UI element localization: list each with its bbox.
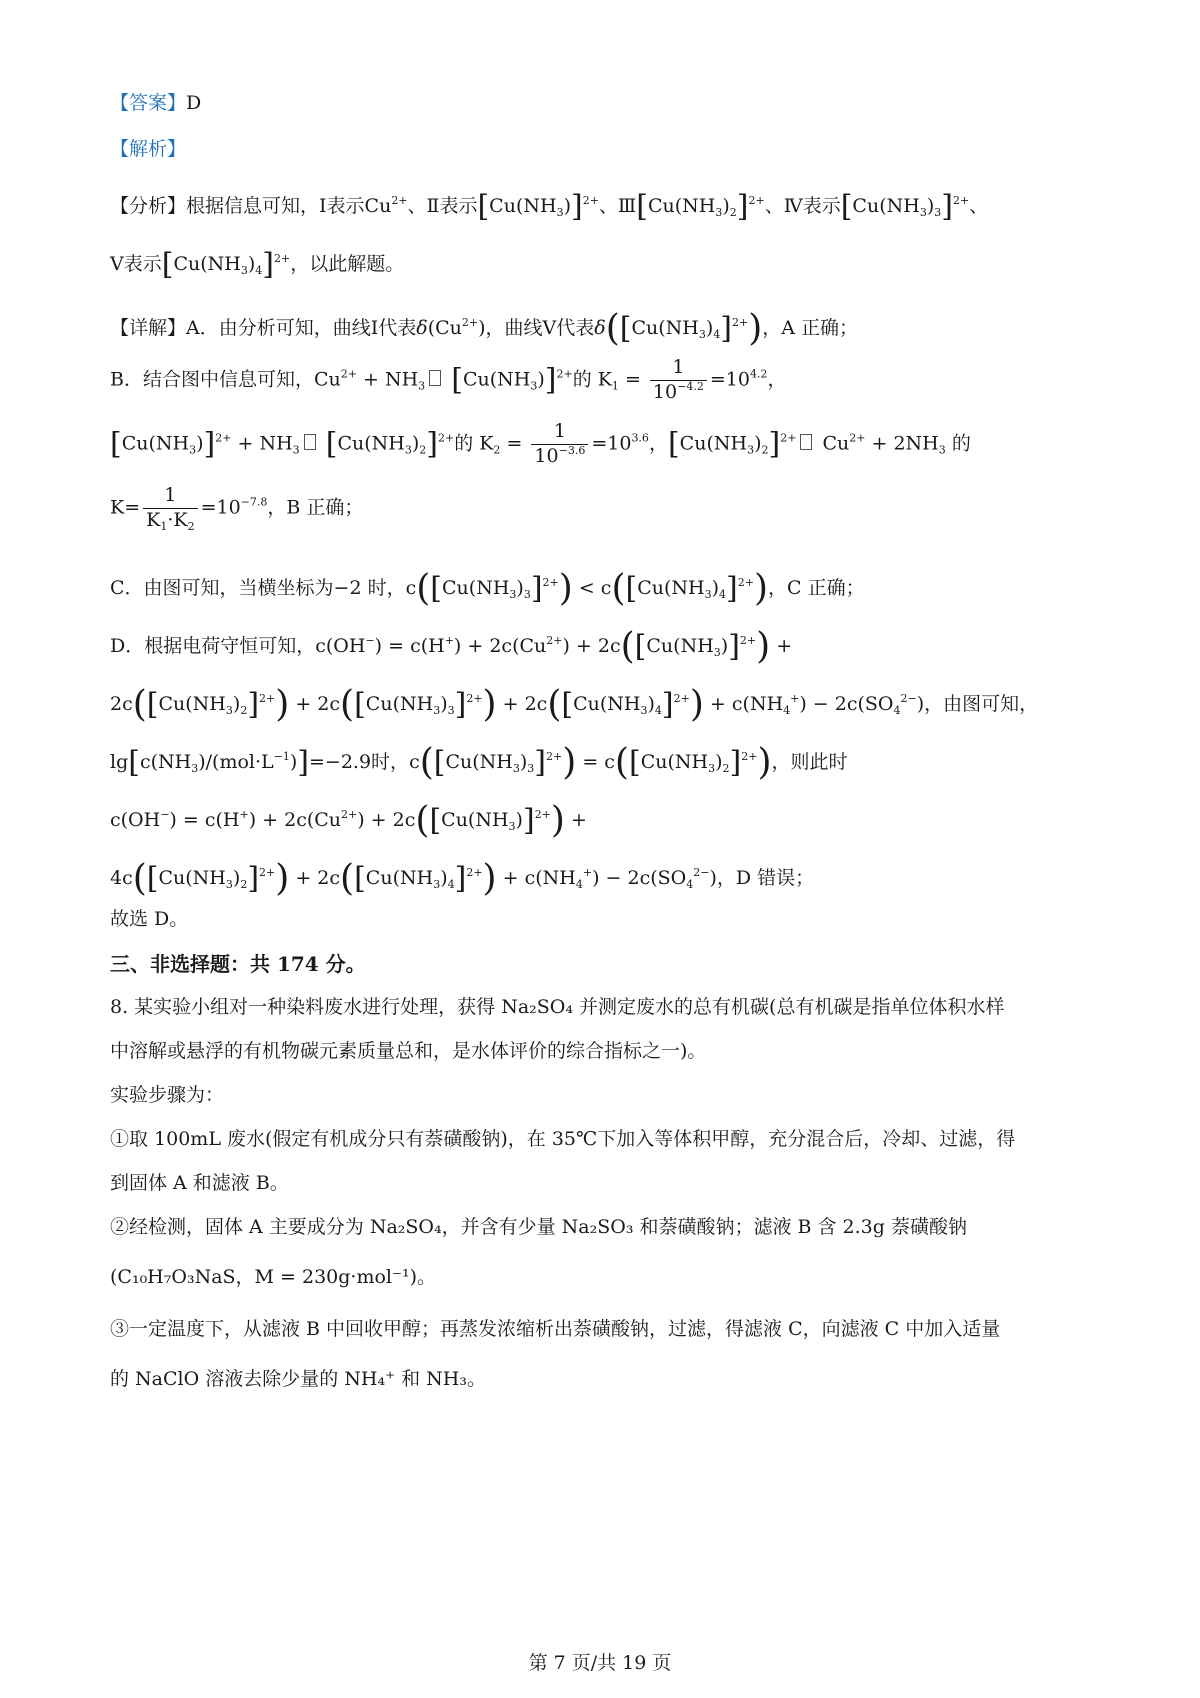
- fenxi-text: 、: [969, 195, 989, 217]
- c-text: C．由图可知，当横坐标为−2 时，: [110, 577, 406, 599]
- q8-line-8: ③一定温度下，从滤液 B 中回收甲醇；再蒸发浓缩析出萘磺酸钠，过滤，得滤液 C，向滤液 C 中加入适量: [110, 1318, 1001, 1340]
- b-text: =10: [200, 496, 241, 519]
- fenxi-tag: 【分析】: [110, 195, 187, 217]
- fenxi-text: 、Ⅳ表示: [764, 195, 841, 217]
- xiangjie-text: ，A 正确；: [762, 317, 859, 339]
- b-line-1: B．结合图中信息可知，$Cu^{2+} + NH_3$ $[Cu(NH_3)]^{2+}$的 $K_1$ = $\frac{1}{10^{-4.2}}$ $=10^{4.2}$，: [110, 356, 787, 403]
- c-text: ，C 正确；: [768, 577, 865, 599]
- q8-line-9: 的 NaClO 溶液去除少量的 NH₄⁺ 和 NH₃。: [110, 1368, 486, 1390]
- b-exp: 3.6: [631, 431, 649, 445]
- answer-value: D: [186, 92, 202, 114]
- d-line-5: $4c([Cu(NH_3)_2]^{2+}) + 2c([Cu(NH_3)_4]^{2+}) + c(NH_4^+) - 2c(SO_4^{2-})$，D 错误；: [110, 858, 815, 899]
- c-line: C．由图可知，当横坐标为−2 时，$c([Cu(NH_3)_3]^{2+}) < c([Cu(NH_3)_4]^{2+})$，C 正确；: [110, 568, 865, 609]
- fenxi-text: 根据信息可知，Ⅰ表示: [186, 195, 365, 217]
- fenxi-text: 、Ⅱ表示: [407, 195, 478, 217]
- b-text: =10: [591, 432, 632, 455]
- analysis-tag-line: [110, 138, 1100, 162]
- equilibrium-arrow-icon: [429, 370, 441, 386]
- b-text: =10: [709, 368, 750, 391]
- b-line-2: $[Cu(NH_3)]^{2+} + NH_3$ $[Cu(NH_3)_2]^{2+}$的 $K_2$ = $\frac{1}{10^{-3.6}}$ $=10^{3.6}$，$[Cu(NH_3)_2]^{2+}$ $Cu^{2+} + 2NH_3$ 的: [110, 420, 971, 467]
- fenxi-line-1: 【分析】根据信息可知，Ⅰ表示$Cu^{2+}$、Ⅱ表示$[Cu(NH_3)]^{2+}$、$Ⅲ[Cu(NH_3)_2]^{2+}$、Ⅳ表示$[Cu(NH_3)_3]^{2+}$、: [110, 189, 989, 224]
- b-text: 的 K: [454, 432, 494, 455]
- xiangjie-text: ，曲线Ⅴ代表: [485, 317, 595, 339]
- b-text: 的 K: [572, 368, 612, 391]
- equilibrium-arrow-icon: [800, 434, 812, 450]
- conclusion-text: 故选 D。: [110, 908, 189, 930]
- q8-line-4: ①取 100mL 废水(假定有机成分只有萘磺酸钠)，在 35℃下加入等体积甲醇，充分混合后，冷却、过滤，得: [110, 1128, 1016, 1150]
- d-text: D．根据电荷守恒可知，: [110, 635, 316, 657]
- b-text: 的: [951, 432, 971, 455]
- equilibrium-arrow-icon: [304, 434, 316, 450]
- q8-line-3: 实验步骤为：: [110, 1084, 225, 1106]
- answer-line: [110, 92, 1100, 116]
- fraction-k2: $\frac{1}{10^{-3.6}}$: [531, 420, 588, 469]
- d-line-1: D．根据电荷守恒可知，$c(OH^-) = c(H^+) + 2c(Cu^{2+}) + 2c([Cu(NH_3)]^{2+})$ +: [110, 626, 793, 667]
- fraction-k1: $\frac{1}{10^{-4.2}}$: [650, 356, 707, 405]
- fraction-k: $\frac{1}{K_1\cdot K_2}$: [143, 484, 197, 533]
- d-text: ，由图可知，: [924, 693, 1039, 715]
- d-line-2: $2c([Cu(NH_3)_2]^{2+}) + 2c([Cu(NH_3)_3]^{2+}) + 2c([Cu(NH_3)_4]^{2+}) + c(NH_4^+) - 2c(SO_4^{2-})$，由图可知，: [110, 684, 1039, 725]
- fenxi-text: ，以此解题。: [290, 253, 405, 275]
- d-line-3: $\lg[c(NH_3)/(mol\cdot L^{-1})]=-2.9$时，$c([Cu(NH_3)_3]^{2+}) = c([Cu(NH_3)_2]^{2+})$，则此时: [110, 742, 848, 783]
- q8-line-5: 到固体 A 和滤液 B。: [110, 1172, 289, 1194]
- section-title: 三、非选择题：共 174 分。: [110, 952, 366, 976]
- fenxi-line-2: Ⅴ表示$[Cu(NH_3)_4]^{2+}$，以此解题。: [110, 247, 405, 282]
- b-exp: −7.8: [240, 495, 268, 509]
- xiangjie-tag: 【详解】: [110, 317, 187, 339]
- fenxi-text: Ⅴ表示: [110, 253, 162, 275]
- b-exp: 4.2: [749, 367, 768, 381]
- q8-line-1: 8. 某实验小组对一种染料废水进行处理，获得 Na₂SO₄ 并测定废水的总有机碳(总有机碳是指单位体积水样: [110, 996, 1005, 1018]
- page-footer: 第 7 页/共 19 页: [528, 1652, 672, 1674]
- q8-line-7: (C₁₀H₇O₃NaS，M = 230g·mol⁻¹)。: [110, 1266, 437, 1288]
- xiangjie-a-line: 【详解】A．由分析可知，曲线Ⅰ代表$\delta(Cu^{2+})$，曲线Ⅴ代表$\delta([Cu(NH_3)_4]^{2+})$，A 正确；: [110, 308, 859, 349]
- q8-line-6: ②经检测，固体 A 主要成分为 Na₂SO₄，并含有少量 Na₂SO₃ 和萘磺酸钠；滤液 B 含 2.3g 萘磺酸钠: [110, 1216, 967, 1238]
- answer-tag: 【答案】: [110, 92, 187, 114]
- fenxi-text: 、Ⅲ: [598, 195, 637, 217]
- b-text: K=: [110, 496, 141, 519]
- d-text: ，D 错误；: [716, 867, 815, 889]
- conclusion-line: [110, 908, 1100, 932]
- analysis-tag: 【解析】: [110, 138, 187, 160]
- d-text: ，则此时: [771, 751, 848, 773]
- xiangjie-text: A．由分析可知，曲线Ⅰ代表: [186, 317, 417, 339]
- d-text: =−2.9时，: [309, 751, 410, 773]
- d-line-4: $c(OH^-) = c(H^+) + 2c(Cu^{2+}) + 2c([Cu(NH_3)]^{2+})$ +: [110, 800, 587, 841]
- b-text: ，B 正确；: [267, 496, 364, 519]
- b-text: B．结合图中信息可知，: [110, 368, 314, 391]
- q8-line-2: 中溶解或悬浮的有机物碳元素质量总和，是水体评价的综合指标之一)。: [110, 1040, 707, 1062]
- b-line-3: [110, 484, 1100, 533]
